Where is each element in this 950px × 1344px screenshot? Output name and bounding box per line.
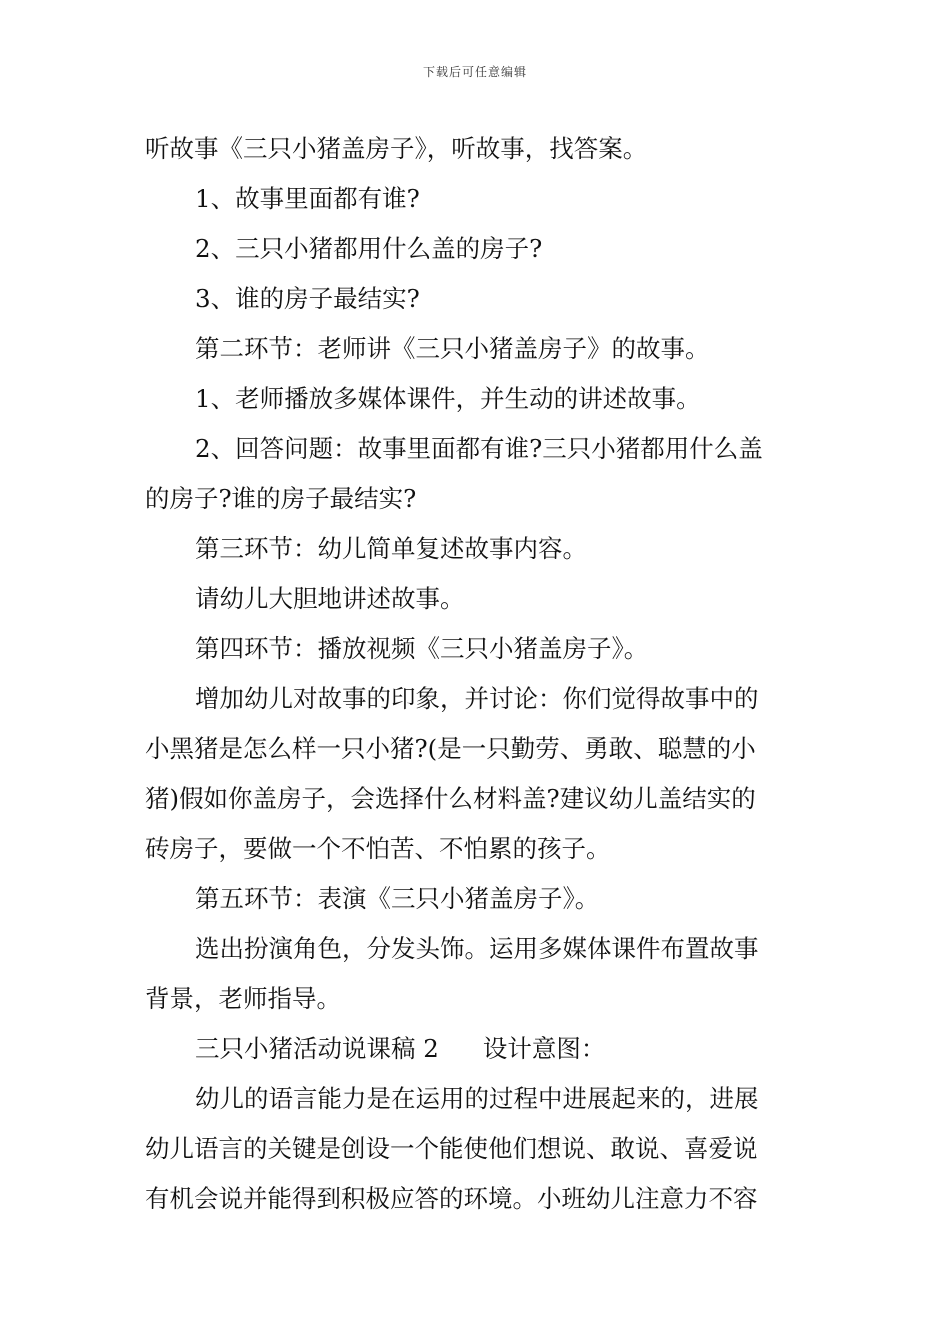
paragraph-line: 听故事《三只小猪盖房子》，听故事，找答案。	[145, 134, 648, 163]
question-3: 3、谁的房子最结实?	[195, 284, 420, 313]
design-intent-label: 设计意图：	[482, 1034, 606, 1063]
page-header-note: 下载后可任意编辑	[422, 65, 527, 79]
question-2: 2、三只小猪都用什么盖的房子?	[195, 234, 543, 263]
section-title: 三只小猪活动说课稿 2	[195, 1034, 439, 1063]
question-1: 1、故事里面都有谁?	[195, 184, 420, 213]
paragraph-line: 幼儿的语言能力是在运用的过程中进展起来的，进展	[195, 1084, 759, 1113]
section-title-line	[145, 1024, 807, 1074]
paragraph-line: 1、老师播放多媒体课件，并生动的讲述故事。	[195, 384, 701, 413]
section-heading-2: 第二环节：老师讲《三只小猪盖房子》的故事。	[195, 334, 710, 363]
section-heading-3: 第三环节：幼儿简单复述故事内容。	[195, 534, 587, 563]
paragraph-line: 选出扮演角色，分发头饰。运用多媒体课件布置故事	[195, 934, 759, 963]
paragraph-line: 有机会说并能得到积极应答的环境。小班幼儿注意力不容	[145, 1184, 758, 1213]
paragraph-line: 猪)假如你盖房子，会选择什么材料盖?建议幼儿盖结实的	[145, 784, 756, 813]
paragraph-line: 幼儿语言的关键是创设一个能使他们想说、敢说、喜爱说	[145, 1134, 758, 1163]
paragraph-line: 小黑猪是怎么样一只小猪?(是一只勤劳、勇敢、聪慧的小	[145, 734, 756, 763]
paragraph-line: 背景，老师指导。	[145, 984, 341, 1013]
paragraph-line: 请幼儿大胆地讲述故事。	[195, 584, 465, 613]
paragraph-line: 砖房子，要做一个不怕苦、不怕累的孩子。	[145, 834, 611, 863]
paragraph-line: 增加幼儿对故事的印象，并讨论：你们觉得故事中的	[195, 684, 759, 713]
paragraph-line: 2、回答问题：故事里面都有谁?三只小猪都用什么盖	[195, 434, 763, 463]
section-heading-5: 第五环节：表演《三只小猪盖房子》。	[195, 884, 600, 913]
section-heading-4: 第四环节：播放视频《三只小猪盖房子》。	[195, 634, 649, 663]
paragraph-line: 的房子?谁的房子最结实?	[145, 484, 417, 513]
document-body	[145, 124, 807, 1224]
